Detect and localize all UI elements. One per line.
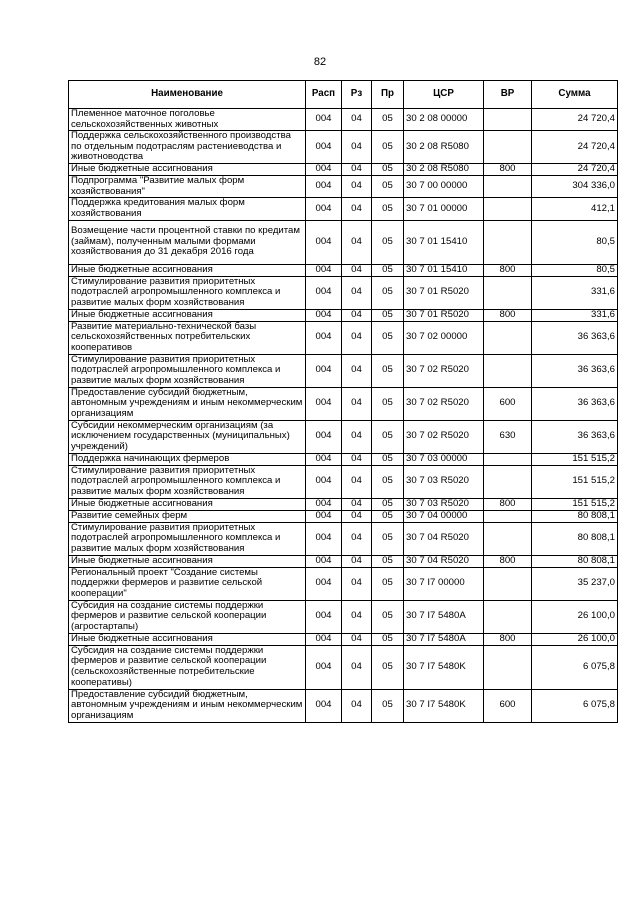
cell-vr: 800	[484, 309, 532, 321]
cell-csr: 30 7 01 R5020	[404, 276, 484, 309]
cell-name: Иные бюджетные ассигнования	[69, 264, 306, 276]
cell-csr: 30 7 02 00000	[404, 321, 484, 354]
table-row	[69, 498, 618, 510]
table-row	[69, 600, 618, 633]
table-row	[69, 176, 618, 198]
cell-rasp: 004	[306, 555, 342, 567]
cell-csr: 30 7 01 15410	[404, 220, 484, 264]
table-row	[69, 276, 618, 309]
cell-sum: 36 363,6	[532, 321, 618, 354]
cell-sum: 36 363,6	[532, 387, 618, 420]
cell-rz: 04	[342, 600, 372, 633]
table-row	[69, 109, 618, 131]
cell-rasp: 004	[306, 220, 342, 264]
cell-rasp: 004	[306, 164, 342, 176]
cell-rasp: 004	[306, 264, 342, 276]
cell-name: Поддержка сельскохозяйственного производства по отдельным подотраслям растениеводства и животноводства	[69, 131, 306, 164]
cell-csr: 30 7 02 R5020	[404, 354, 484, 387]
cell-pr: 05	[372, 645, 404, 689]
cell-vr	[484, 510, 532, 522]
cell-name: Поддержка начинающих фермеров	[69, 453, 306, 465]
table-row	[69, 453, 618, 465]
cell-rasp: 004	[306, 600, 342, 633]
cell-rasp: 004	[306, 689, 342, 722]
cell-pr: 05	[372, 321, 404, 354]
cell-rz: 04	[342, 176, 372, 198]
cell-vr	[484, 600, 532, 633]
cell-csr: 30 7 04 R5020	[404, 555, 484, 567]
cell-name: Стимулирование развития приоритетных подотраслей агропромышленного комплекса и развитие малых форм хозяйствования	[69, 522, 306, 555]
cell-csr: 30 7 03 00000	[404, 453, 484, 465]
table-row	[69, 321, 618, 354]
cell-rz: 04	[342, 567, 372, 600]
cell-pr: 05	[372, 276, 404, 309]
cell-rz: 04	[342, 109, 372, 131]
table-row	[69, 420, 618, 453]
cell-rasp: 004	[306, 321, 342, 354]
cell-csr: 30 2 08 R5080	[404, 131, 484, 164]
cell-sum: 80 808,1	[532, 510, 618, 522]
cell-rz: 04	[342, 264, 372, 276]
cell-sum: 24 720,4	[532, 131, 618, 164]
cell-pr: 05	[372, 453, 404, 465]
cell-csr: 30 7 01 15410	[404, 264, 484, 276]
cell-vr	[484, 645, 532, 689]
cell-name: Иные бюджетные ассигнования	[69, 498, 306, 510]
cell-pr: 05	[372, 354, 404, 387]
cell-rz: 04	[342, 354, 372, 387]
cell-sum: 24 720,4	[532, 164, 618, 176]
cell-rz: 04	[342, 321, 372, 354]
cell-name: Предоставление субсидий бюджетным, автономным учреждениям и иным некоммерческим организациям	[69, 387, 306, 420]
cell-rasp: 004	[306, 176, 342, 198]
cell-vr: 600	[484, 387, 532, 420]
table-row	[69, 220, 618, 264]
cell-rasp: 004	[306, 498, 342, 510]
cell-sum: 304 336,0	[532, 176, 618, 198]
cell-pr: 05	[372, 420, 404, 453]
cell-csr: 30 7 04 R5020	[404, 522, 484, 555]
cell-rz: 04	[342, 453, 372, 465]
cell-rz: 04	[342, 387, 372, 420]
cell-sum: 6 075,8	[532, 645, 618, 689]
cell-vr: 800	[484, 633, 532, 645]
cell-rasp: 004	[306, 567, 342, 600]
cell-rz: 04	[342, 164, 372, 176]
cell-rasp: 004	[306, 198, 342, 220]
cell-vr	[484, 354, 532, 387]
cell-name: Подпрограмма "Развитие малых форм хозяйствования"	[69, 176, 306, 198]
table-row	[69, 510, 618, 522]
cell-vr	[484, 465, 532, 498]
cell-rasp: 004	[306, 465, 342, 498]
cell-rz: 04	[342, 689, 372, 722]
header-name: Наименование	[69, 81, 306, 109]
cell-csr: 30 7 03 R5020	[404, 498, 484, 510]
table-row	[69, 198, 618, 220]
cell-sum: 6 075,8	[532, 689, 618, 722]
cell-pr: 05	[372, 465, 404, 498]
cell-name: Иные бюджетные ассигнования	[69, 309, 306, 321]
cell-pr: 05	[372, 176, 404, 198]
cell-sum: 412,1	[532, 198, 618, 220]
cell-rz: 04	[342, 420, 372, 453]
cell-sum: 151 515,2	[532, 498, 618, 510]
table-row	[69, 689, 618, 722]
table-row	[69, 164, 618, 176]
table-row	[69, 309, 618, 321]
cell-sum: 35 237,0	[532, 567, 618, 600]
header-rz: Рз	[342, 81, 372, 109]
header-vr: ВР	[484, 81, 532, 109]
cell-vr	[484, 176, 532, 198]
cell-name: Иные бюджетные ассигнования	[69, 555, 306, 567]
cell-name: Региональный проект "Создание системы поддержки фермеров и развитие сельской кооперации"	[69, 567, 306, 600]
header-rasp: Расп	[306, 81, 342, 109]
cell-name: Иные бюджетные ассигнования	[69, 633, 306, 645]
cell-pr: 05	[372, 220, 404, 264]
cell-pr: 05	[372, 164, 404, 176]
cell-name: Развитие материально-технической базы сельскохозяйственных потребительских кооперативов	[69, 321, 306, 354]
cell-pr: 05	[372, 555, 404, 567]
cell-csr: 30 7 I7 5480K	[404, 645, 484, 689]
cell-rasp: 004	[306, 645, 342, 689]
cell-csr: 30 2 08 R5080	[404, 164, 484, 176]
cell-csr: 30 7 02 R5020	[404, 420, 484, 453]
cell-sum: 331,6	[532, 309, 618, 321]
cell-name: Субсидии некоммерческим организациям (за исключением государственных (муниципальных) учреждений)	[69, 420, 306, 453]
cell-name: Развитие семейных ферм	[69, 510, 306, 522]
cell-rasp: 004	[306, 420, 342, 453]
cell-csr: 30 7 00 00000	[404, 176, 484, 198]
cell-sum: 151 515,2	[532, 465, 618, 498]
cell-pr: 05	[372, 689, 404, 722]
cell-pr: 05	[372, 309, 404, 321]
cell-rz: 04	[342, 645, 372, 689]
table-header-row	[69, 81, 618, 109]
cell-vr	[484, 276, 532, 309]
cell-csr: 30 7 I7 5480A	[404, 633, 484, 645]
cell-pr: 05	[372, 510, 404, 522]
cell-name: Стимулирование развития приоритетных подотраслей агропромышленного комплекса и развитие малых форм хозяйствования	[69, 354, 306, 387]
table-row	[69, 131, 618, 164]
cell-sum: 331,6	[532, 276, 618, 309]
cell-name: Субсидия на создание системы поддержки фермеров и развитие сельской кооперации (сельскохозяйственные потребительские кооперативы)	[69, 645, 306, 689]
cell-pr: 05	[372, 131, 404, 164]
cell-vr	[484, 131, 532, 164]
cell-vr	[484, 453, 532, 465]
cell-pr: 05	[372, 498, 404, 510]
cell-rasp: 004	[306, 309, 342, 321]
cell-rz: 04	[342, 220, 372, 264]
cell-sum: 80,5	[532, 264, 618, 276]
cell-sum: 151 515,2	[532, 453, 618, 465]
cell-rasp: 004	[306, 633, 342, 645]
cell-rz: 04	[342, 465, 372, 498]
cell-vr: 800	[484, 555, 532, 567]
cell-sum: 24 720,4	[532, 109, 618, 131]
cell-name: Возмещение части процентной ставки по кредитам (займам), полученным малыми формами хозяйствования до 31 декабря 2016 года	[69, 220, 306, 264]
table-row	[69, 354, 618, 387]
header-sum: Сумма	[532, 81, 618, 109]
cell-rasp: 004	[306, 131, 342, 164]
cell-csr: 30 7 01 R5020	[404, 309, 484, 321]
cell-vr	[484, 198, 532, 220]
cell-csr: 30 7 03 R5020	[404, 465, 484, 498]
cell-rz: 04	[342, 309, 372, 321]
cell-pr: 05	[372, 198, 404, 220]
cell-vr: 600	[484, 689, 532, 722]
header-pr: Пр	[372, 81, 404, 109]
cell-vr: 630	[484, 420, 532, 453]
cell-name: Племенное маточное поголовье сельскохозяйственных животных	[69, 109, 306, 131]
table-row	[69, 522, 618, 555]
cell-pr: 05	[372, 109, 404, 131]
cell-rz: 04	[342, 633, 372, 645]
cell-csr: 30 2 08 00000	[404, 109, 484, 131]
cell-csr: 30 7 I7 5480K	[404, 689, 484, 722]
table-row	[69, 567, 618, 600]
cell-vr	[484, 220, 532, 264]
cell-vr: 800	[484, 264, 532, 276]
cell-rz: 04	[342, 522, 372, 555]
cell-vr	[484, 522, 532, 555]
cell-sum: 36 363,6	[532, 354, 618, 387]
cell-rasp: 004	[306, 276, 342, 309]
cell-rz: 04	[342, 131, 372, 164]
cell-sum: 80,5	[532, 220, 618, 264]
table-row	[69, 555, 618, 567]
cell-csr: 30 7 02 R5020	[404, 387, 484, 420]
cell-name: Стимулирование развития приоритетных подотраслей агропромышленного комплекса и развитие малых форм хозяйствования	[69, 465, 306, 498]
header-csr: ЦСР	[404, 81, 484, 109]
cell-name: Субсидия на создание системы поддержки фермеров и развитие сельской кооперации (агростартапы)	[69, 600, 306, 633]
cell-csr: 30 7 04 00000	[404, 510, 484, 522]
cell-pr: 05	[372, 633, 404, 645]
cell-pr: 05	[372, 264, 404, 276]
cell-sum: 80 808,1	[532, 522, 618, 555]
page-number: 82	[313, 56, 327, 68]
cell-sum: 80 808,1	[532, 555, 618, 567]
table-row	[69, 387, 618, 420]
cell-name: Предоставление субсидий бюджетным, автономным учреждениям и иным некоммерческим организациям	[69, 689, 306, 722]
cell-rz: 04	[342, 198, 372, 220]
table-row	[69, 645, 618, 689]
cell-rasp: 004	[306, 354, 342, 387]
cell-vr: 800	[484, 498, 532, 510]
cell-sum: 26 100,0	[532, 633, 618, 645]
cell-sum: 36 363,6	[532, 420, 618, 453]
budget-table	[68, 80, 618, 723]
cell-name: Иные бюджетные ассигнования	[69, 164, 306, 176]
table-body	[69, 109, 618, 723]
cell-name: Поддержка кредитования малых форм хозяйствования	[69, 198, 306, 220]
cell-rz: 04	[342, 498, 372, 510]
cell-csr: 30 7 I7 5480A	[404, 600, 484, 633]
cell-rasp: 004	[306, 387, 342, 420]
cell-name: Стимулирование развития приоритетных подотраслей агропромышленного комплекса и развитие малых форм хозяйствования	[69, 276, 306, 309]
table-row	[69, 264, 618, 276]
cell-csr: 30 7 I7 00000	[404, 567, 484, 600]
cell-pr: 05	[372, 600, 404, 633]
cell-vr: 800	[484, 164, 532, 176]
cell-vr	[484, 567, 532, 600]
cell-rasp: 004	[306, 109, 342, 131]
cell-pr: 05	[372, 387, 404, 420]
table-row	[69, 633, 618, 645]
table-row	[69, 465, 618, 498]
cell-vr	[484, 109, 532, 131]
cell-rz: 04	[342, 276, 372, 309]
cell-rasp: 004	[306, 522, 342, 555]
cell-csr: 30 7 01 00000	[404, 198, 484, 220]
cell-pr: 05	[372, 567, 404, 600]
cell-pr: 05	[372, 522, 404, 555]
cell-vr	[484, 321, 532, 354]
cell-sum: 26 100,0	[532, 600, 618, 633]
cell-rasp: 004	[306, 453, 342, 465]
cell-rz: 04	[342, 555, 372, 567]
cell-rasp: 004	[306, 510, 342, 522]
cell-rz: 04	[342, 510, 372, 522]
